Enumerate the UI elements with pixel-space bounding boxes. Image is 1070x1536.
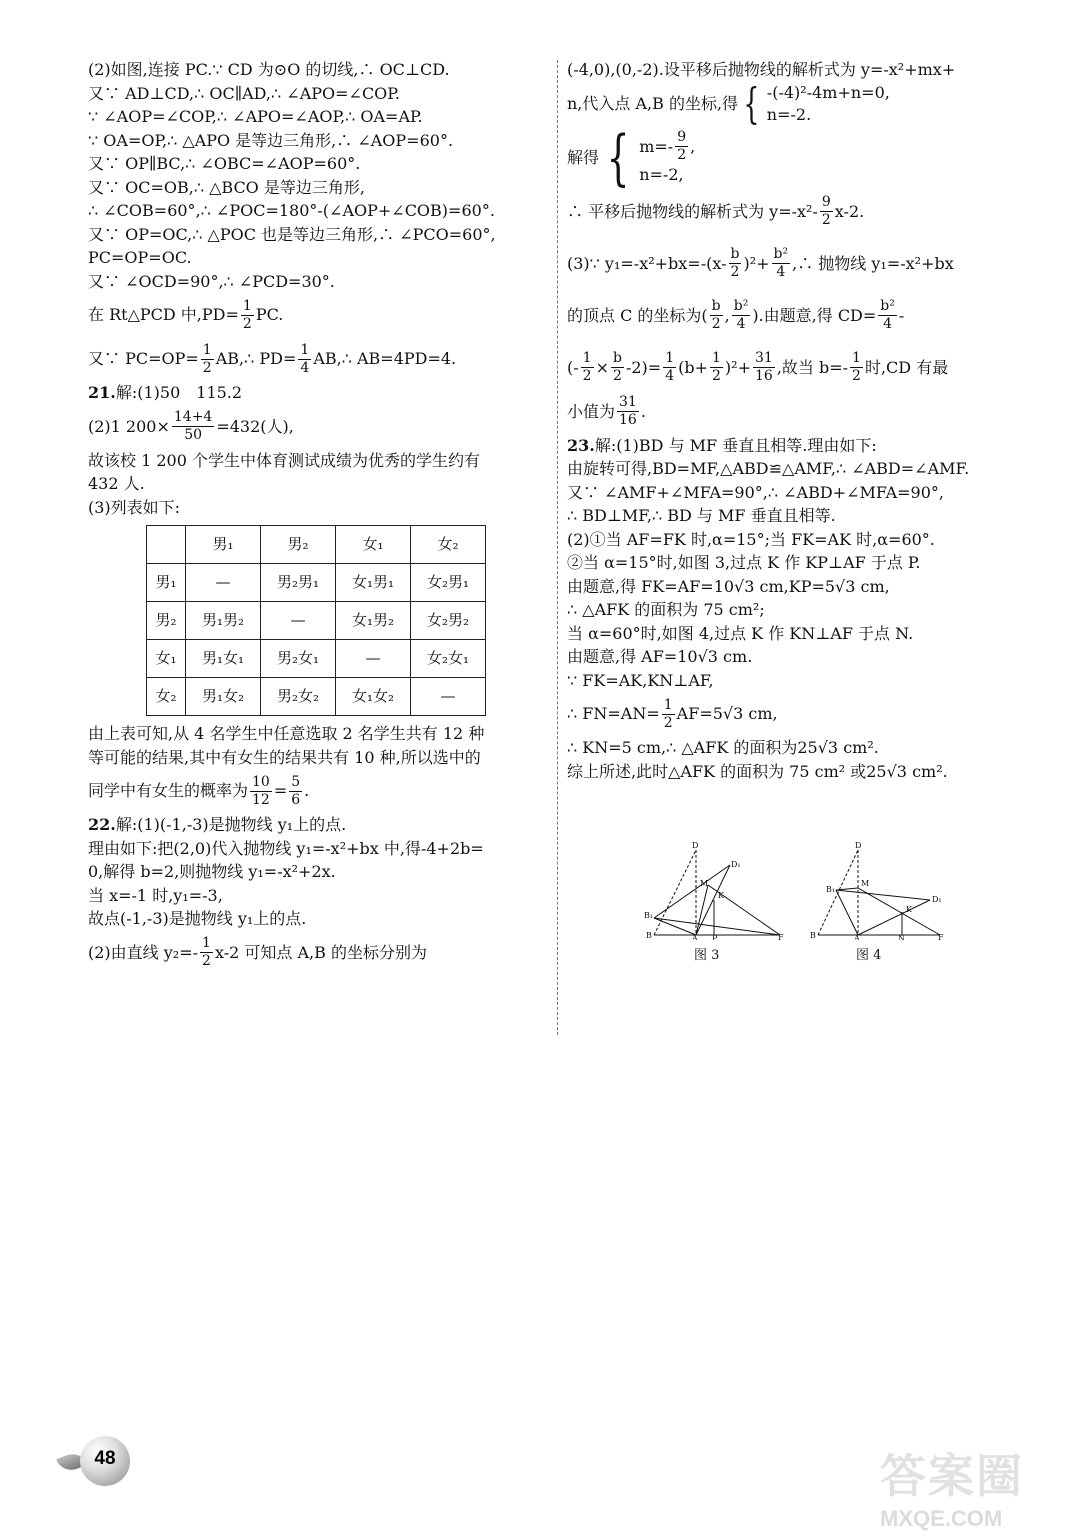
text: , <box>690 136 696 156</box>
text: ∴ FN=AN= <box>567 704 660 724</box>
fraction <box>820 194 833 229</box>
table-cell: 女₂男₂ <box>411 602 486 640</box>
probability-table <box>146 525 486 716</box>
fraction <box>878 298 897 333</box>
numerator: 14+4 <box>173 409 213 425</box>
table-cell: 男₂男₁ <box>261 564 336 602</box>
line-b1d1 <box>836 890 930 900</box>
denominator: 2 <box>730 264 740 280</box>
text: PC. <box>255 305 284 325</box>
line-ma <box>696 885 708 935</box>
fraction <box>201 342 214 377</box>
page-number: 48 <box>94 1448 116 1469</box>
text: 的顶点 C 的坐标为( <box>567 305 708 325</box>
fraction <box>710 298 723 333</box>
svg-text:D₁: D₁ <box>731 860 741 869</box>
text: 小值为 <box>567 401 616 421</box>
text: ,∴ 抛物线 y₁=-x²+bx <box>792 253 954 273</box>
text-line <box>567 434 1037 458</box>
page-number-badge <box>52 1428 122 1498</box>
fraction <box>617 394 639 429</box>
table-cell: 男₁女₁ <box>186 640 261 678</box>
denominator: 2 <box>663 714 673 731</box>
figure-4 <box>810 841 944 940</box>
denominator: 16 <box>619 412 637 428</box>
denominator: 16 <box>754 368 773 384</box>
svg-text:A: A <box>692 934 698 940</box>
fraction <box>172 409 214 444</box>
figure-3 <box>644 841 784 940</box>
numerator: 1 <box>665 350 675 366</box>
text-line: ②当 α=15°时,如图 3,过点 K 作 KP⊥AF 于点 P. <box>567 553 921 572</box>
numerator: b <box>612 350 622 366</box>
brace: { <box>743 78 760 128</box>
text-line <box>567 294 1037 338</box>
text: 解:(1)50 115.2 <box>115 383 243 402</box>
numerator: b <box>711 298 721 314</box>
numerator: b² <box>773 246 789 262</box>
numerator: 1 <box>852 350 861 366</box>
text: 又∵ PC=OP= <box>88 349 199 369</box>
table-cell: — <box>411 678 486 716</box>
denominator: 2 <box>202 953 211 969</box>
text: AF=5√3 cm, <box>676 704 778 724</box>
text: ∴ 平移后抛物线的解析式为 y=-x²- <box>567 201 818 221</box>
text: 时,CD 有最 <box>864 357 949 377</box>
svg-text:M: M <box>861 879 870 888</box>
denominator: 4 <box>776 264 786 280</box>
svg-text:A: A <box>854 934 860 940</box>
text-line: (3)列表如下: <box>88 497 181 517</box>
line-b1a <box>836 890 858 935</box>
numerator: 31 <box>754 350 773 366</box>
fraction <box>289 774 302 809</box>
svg-text:P: P <box>712 934 718 940</box>
table-cell: 女₁ <box>147 640 186 678</box>
text-line: 0,解得 b=2,则抛物线 y₁=-x²+2x. <box>88 862 336 881</box>
table-cell: 男₁ <box>186 526 261 564</box>
line-mf <box>858 888 940 935</box>
left-column <box>88 58 548 975</box>
figure-3-4-diagrams <box>640 840 960 940</box>
fraction <box>729 246 742 281</box>
text: ).由题意,得 CD= <box>752 305 877 325</box>
line-ad1 <box>858 900 930 935</box>
equation: n=-2. <box>766 104 812 124</box>
table-cell: 男₁ <box>147 564 186 602</box>
text-line <box>567 122 1037 193</box>
text-line <box>567 242 1037 286</box>
table-cell: 女₁男₁ <box>336 564 411 602</box>
svg-text:F: F <box>938 933 944 940</box>
figure-3-caption: 图 3 <box>694 948 720 963</box>
text-line <box>88 381 548 405</box>
text-line <box>88 769 548 813</box>
table-header-row <box>147 526 486 564</box>
fraction <box>772 246 791 281</box>
numerator: 1 <box>202 935 211 951</box>
equation: n=-2, <box>639 165 684 184</box>
text-line: 432 人. <box>88 474 145 493</box>
table-cell: 男₂女₂ <box>261 678 336 716</box>
text-line: 故该校 1 200 个学生中体育测试成绩为优秀的学生约有 <box>88 450 480 470</box>
text-line: 又∵ OP∥BC,∴ ∠OBC=∠AOP=60°. <box>88 154 361 173</box>
equation-system <box>738 78 890 128</box>
text-line: ∴ BD⊥MF,∴ BD 与 MF 垂直且相等. <box>567 506 836 525</box>
text: = <box>273 781 288 801</box>
text-line: 等可能的结果,其中有女生的结果共有 10 种,所以选中的 <box>88 747 481 767</box>
table-cell: 男₁男₂ <box>186 602 261 640</box>
equation-system <box>599 122 696 193</box>
denominator: 4 <box>736 316 746 332</box>
line-b1f <box>654 918 780 935</box>
svg-text:B₁: B₁ <box>644 911 654 920</box>
table-cell: — <box>336 640 411 678</box>
svg-text:M: M <box>700 879 709 888</box>
table-cell: 女₂女₁ <box>411 640 486 678</box>
fraction <box>250 774 272 809</box>
denominator: 4 <box>665 368 675 384</box>
text: . <box>304 781 310 801</box>
text-line: 综上所述,此时△AFK 的面积为 75 cm² 或25√3 cm². <box>567 761 948 781</box>
table-cell: 女₁男₂ <box>336 602 411 640</box>
fraction <box>753 350 775 385</box>
text-line: 当 x=-1 时,y₁=-3, <box>88 885 223 905</box>
denominator: 2 <box>852 368 861 384</box>
text-line: ∴ KN=5 cm,∴ △AFK 的面积为25√3 cm². <box>567 738 879 757</box>
text-line <box>88 405 548 449</box>
text-line: (2)①当 AF=FK 时,α=15°;当 FK=AK 时,α=60°. <box>567 529 935 549</box>
denominator: 4 <box>300 359 310 376</box>
text-line: ∵ OA=OP,∴ △APO 是等边三角形,∴ ∠AOP=60°. <box>88 130 454 150</box>
equation-rows <box>639 129 695 186</box>
svg-text:B: B <box>646 931 652 940</box>
denominator: 2 <box>711 316 721 332</box>
table-row <box>147 678 486 716</box>
denominator: 2 <box>821 212 831 228</box>
numerator: b <box>730 246 740 262</box>
text: - <box>898 305 905 325</box>
fraction <box>850 350 863 385</box>
brace: { <box>606 122 630 193</box>
text: x-2. <box>834 201 865 221</box>
text-line: ∵ ∠AOP=∠COP,∴ ∠APO=∠AOP,∴ OA=AP. <box>88 107 423 126</box>
table-cell: 男₁女₂ <box>186 678 261 716</box>
text-line <box>567 346 1037 390</box>
text-line: 由题意,得 FK=AF=10√3 cm,KP=5√3 cm, <box>567 576 890 596</box>
svg-text:K: K <box>718 891 724 900</box>
text: n,代入点 A,B 的坐标,得 <box>567 93 739 113</box>
svg-text:B: B <box>810 931 816 940</box>
fraction <box>662 697 675 732</box>
text: )²+ <box>743 253 770 273</box>
text-line <box>88 293 548 337</box>
text-line <box>88 337 548 381</box>
text-line <box>567 190 1037 234</box>
text: ,故当 b=- <box>776 357 849 377</box>
table-cell: 男₂女₁ <box>261 640 336 678</box>
numerator: 1 <box>582 350 592 366</box>
table-cell: 女₂ <box>147 678 186 716</box>
text-line: 由题意,得 AF=10√3 cm. <box>567 647 753 666</box>
fraction <box>732 298 751 333</box>
denominator: 6 <box>291 791 301 808</box>
numerator: 9 <box>677 129 687 145</box>
table-cell: 女₂ <box>411 526 486 564</box>
numerator: 10 <box>252 773 270 790</box>
equation-rows <box>767 82 890 126</box>
question-number: 21. <box>88 383 116 402</box>
svg-text:N: N <box>898 934 905 940</box>
fraction <box>663 350 676 385</box>
text: m=- <box>639 136 674 156</box>
geometry-figures <box>640 840 960 963</box>
numerator: 31 <box>619 394 637 410</box>
table-cell: — <box>261 602 336 640</box>
text: 同学中有女生的概率为 <box>88 781 249 801</box>
text: (2)由直线 y₂=- <box>88 942 199 962</box>
table-cell: 男₂ <box>261 526 336 564</box>
svg-text:D: D <box>855 841 862 850</box>
right-column <box>567 58 1037 783</box>
text-line: 又∵ AD⊥CD,∴ OC∥AD,∴ ∠APO=∠COP. <box>88 83 400 103</box>
text: 解得 <box>567 147 600 167</box>
fraction <box>710 350 723 385</box>
numerator: b² <box>880 298 895 314</box>
text-line <box>567 390 1037 434</box>
equation <box>639 129 695 164</box>
fraction <box>581 350 594 385</box>
figure-4-caption: 图 4 <box>856 948 882 963</box>
svg-text:D₁: D₁ <box>932 895 942 904</box>
watermark-text: 答案圈 <box>880 1450 1024 1502</box>
watermark-url: MXQE.COM <box>880 1506 1003 1531</box>
text-line: 由旋转可得,BD=MF,△ABD≌△AMF,∴ ∠ABD=∠AMF. <box>567 459 970 478</box>
numerator: 5 <box>291 773 301 790</box>
text-line: 理由如下:把(2,0)代入抛物线 y₁=-x²+bx 中,得-4+2b= <box>88 838 484 858</box>
table-row <box>147 602 486 640</box>
text: )²+ <box>724 357 751 377</box>
table-cell: — <box>186 564 261 602</box>
denominator: 2 <box>712 368 721 384</box>
watermark-logo <box>880 1440 1060 1530</box>
text-line: 当 α=60°时,如图 4,过点 K 作 KN⊥AF 于点 N. <box>567 623 914 643</box>
text: 解:(1)(-1,-3)是抛物线 y₁上的点. <box>115 815 347 834</box>
numerator: 9 <box>821 194 831 210</box>
text-line: PC=OP=OC. <box>88 248 192 267</box>
text-line: 又∵ OC=OB,∴ △BCO 是等边三角形, <box>88 177 365 197</box>
table-row <box>147 640 486 678</box>
denominator: 2 <box>677 147 687 163</box>
numerator: b² <box>733 298 749 314</box>
text-line: ∴ ∠COB=60°,∴ ∠POC=180°-(∠AOP+∠COB)=60°. <box>88 201 495 220</box>
fraction <box>241 298 254 333</box>
svg-text:K: K <box>906 905 912 914</box>
text: (2)1 200× <box>88 416 170 436</box>
text: 在 Rt△PCD 中,PD= <box>88 305 239 325</box>
denominator: 2 <box>202 359 212 376</box>
fraction <box>200 935 213 970</box>
table-cell: 女₂男₁ <box>411 564 486 602</box>
text-line: 由上表可知,从 4 名学生中任意选取 2 名学生共有 12 种 <box>88 724 485 743</box>
text: . <box>640 401 646 421</box>
table-cell <box>147 526 186 564</box>
text-line: ∴ △AFK 的面积为 75 cm²; <box>567 600 765 619</box>
denominator: 50 <box>184 427 203 443</box>
text: × <box>595 357 609 377</box>
text-line: 故点(-1,-3)是抛物线 y₁上的点. <box>88 909 307 928</box>
svg-text:D: D <box>692 841 699 850</box>
text: 解:(1)BD 与 MF 垂直且相等.理由如下: <box>594 435 877 455</box>
table-row <box>147 564 486 602</box>
fraction <box>298 342 311 377</box>
text-line <box>88 813 548 837</box>
table-cell: 女₁女₂ <box>336 678 411 716</box>
text-line: 又∵ ∠AMF+∠MFA=90°,∴ ∠ABD+∠MFA=90°, <box>567 482 944 502</box>
text-line <box>567 692 1037 736</box>
numerator: 1 <box>663 696 673 713</box>
text-line <box>88 931 548 975</box>
text-line: 又∵ ∠OCD=90°,∴ ∠PCD=30°. <box>88 271 335 291</box>
fraction <box>611 350 624 385</box>
question-number: 23. <box>567 435 595 455</box>
table-cell: 女₁ <box>336 526 411 564</box>
text-line <box>567 78 1037 128</box>
text: x-2 可知点 A,B 的坐标分别为 <box>214 942 427 962</box>
text-line: 又∵ OP=OC,∴ △POC 也是等边三角形,∴ ∠PCO=60°, <box>88 224 496 244</box>
denominator: 2 <box>613 368 622 384</box>
denominator: 2 <box>242 315 252 332</box>
fraction <box>675 129 688 164</box>
text: AB,∴ AB=4PD=4. <box>313 349 457 369</box>
numerator: 1 <box>202 341 212 358</box>
numerator: 1 <box>712 350 721 366</box>
table-cell: 男₂ <box>147 602 186 640</box>
denominator: 4 <box>883 316 893 332</box>
text: (- <box>567 357 579 377</box>
text: (b+ <box>678 357 708 377</box>
svg-text:F: F <box>778 933 784 940</box>
denominator: 12 <box>252 791 270 808</box>
text: (3)∵ y₁=-x²+bx=-(x- <box>567 253 727 273</box>
text: =432(人), <box>216 416 294 436</box>
text: , <box>724 305 730 325</box>
numerator: 1 <box>242 297 252 314</box>
text-line: (-4,0),(0,-2).设平移后抛物线的解析式为 y=-x²+mx+ <box>567 60 956 79</box>
question-number: 22. <box>88 815 116 834</box>
text-line: (2)如图,连接 PC.∵ CD 为⊙O 的切线,∴ OC⊥CD. <box>88 60 450 79</box>
text: AB,∴ PD= <box>215 349 297 369</box>
numerator: 1 <box>300 341 310 358</box>
text-line: ∵ FK=AK,KN⊥AF, <box>567 670 714 690</box>
svg-text:B₁: B₁ <box>826 885 836 894</box>
text: -2)= <box>625 357 662 377</box>
denominator: 2 <box>582 368 592 384</box>
column-divider <box>557 60 558 1035</box>
equation: -(-4)²-4m+n=0, <box>766 82 890 102</box>
